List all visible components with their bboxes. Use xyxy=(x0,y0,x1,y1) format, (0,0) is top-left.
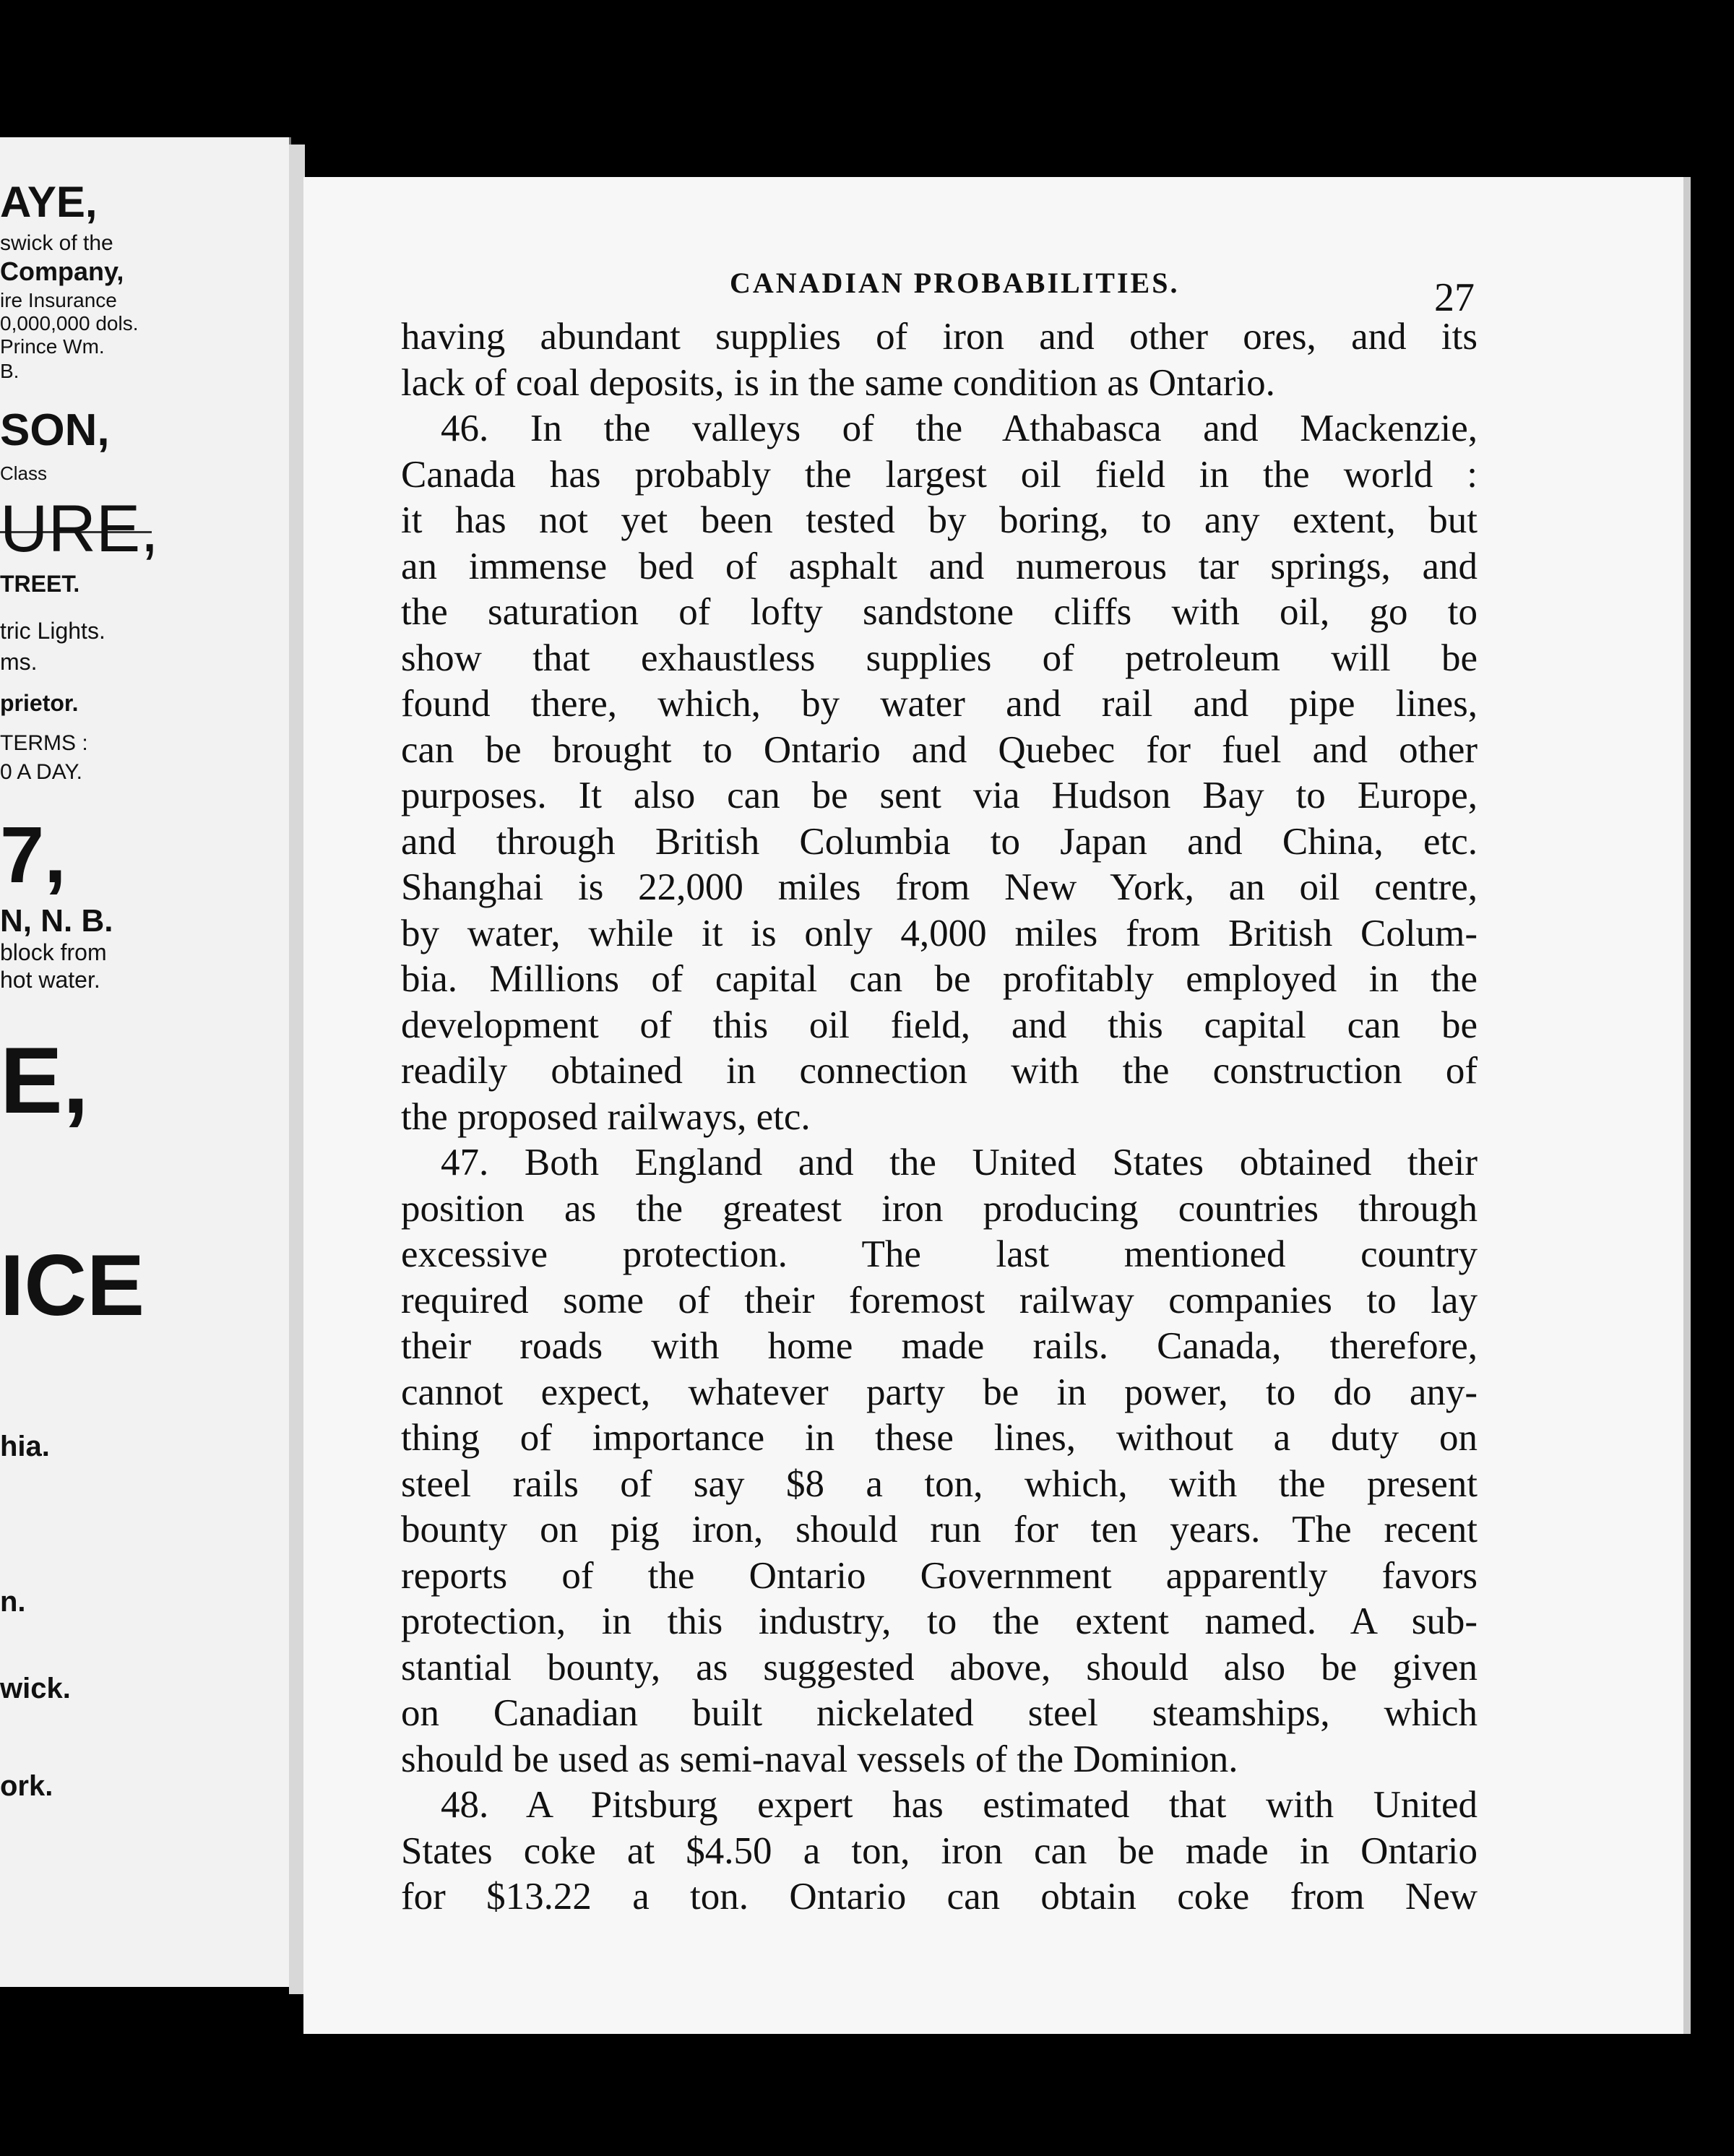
text-line: development of this oil field, and this capital can be xyxy=(401,1004,1478,1046)
text-line: found there, which, by water and rail and pipe lines, xyxy=(401,683,1478,725)
page-number: 27 xyxy=(1434,275,1475,320)
text-line: excessive protection. The last mentioned country xyxy=(401,1233,1478,1275)
text-line: and through British Columbia to Japan and China, etc. xyxy=(401,820,1478,863)
advertisement-text-fragment: N, N. B. xyxy=(0,903,113,939)
advertisement-text-fragment: 0 A DAY. xyxy=(0,760,82,784)
advertisement-text-fragment: Class xyxy=(0,462,48,484)
text-line: should be used as semi-naval vessels of the Dominion. xyxy=(401,1738,1238,1780)
advertisement-text-fragment: tric Lights. xyxy=(0,618,105,644)
text-line: position as the greatest iron producing countries through xyxy=(401,1187,1478,1230)
advertisement-text-fragment: SON, xyxy=(0,405,110,455)
text-line: protection, in this industry, to the extent named. A sub- xyxy=(401,1600,1478,1642)
text-line: readily obtained in connection with the construction of xyxy=(401,1050,1478,1092)
text-line: purposes. It also can be sent via Hudson Bay to Europe, xyxy=(401,775,1478,816)
book-gutter xyxy=(289,145,305,1994)
text-line: reports of the Ontario Government apparently favors xyxy=(401,1554,1478,1597)
advertisement-text-fragment: Company, xyxy=(0,256,124,286)
advertisement-text-fragment: TREET. xyxy=(0,571,80,597)
advertisement-text-fragment: wick. xyxy=(0,1673,71,1704)
text-line: Shanghai is 22,000 miles from New York, an oil centre, xyxy=(401,866,1478,908)
advertisement-text-fragment: n. xyxy=(0,1586,26,1618)
text-line: the proposed railways, etc. xyxy=(401,1095,811,1138)
advertisement-text-fragment: swick of the xyxy=(0,231,113,255)
text-line: required some of their foremost railway companies to lay xyxy=(401,1279,1478,1321)
advertisement-text-fragment: 0,000,000 dols. xyxy=(0,312,139,335)
text-line: having abundant supplies of iron and other ores, and its xyxy=(401,316,1478,358)
text-line: for $13.22 a ton. Ontario can obtain coke from New xyxy=(401,1876,1478,1918)
text-line: show that exhaustless supplies of petroleum will be xyxy=(401,637,1478,679)
advertisement-text-fragment: block from xyxy=(0,939,107,965)
advertisement-text-fragment: ire Insurance xyxy=(0,289,117,311)
text-line: their roads with home made rails. Canada, therefore, xyxy=(401,1325,1478,1367)
advertisement-text-fragment: URE, xyxy=(0,492,159,566)
text-line: by water, while it is only 4,000 miles from British Colum- xyxy=(401,912,1478,954)
text-line: it has not yet been tested by boring, to any extent, but xyxy=(401,499,1478,541)
text-line: 48. A Pitsburg expert has estimated that with United xyxy=(441,1784,1478,1826)
text-line: Canada has probably the largest oil field in the world : xyxy=(401,453,1478,496)
text-line: bounty on pig iron, should run for ten years. The recent xyxy=(401,1509,1478,1551)
text-line: the saturation of lofty sandstone cliffs with oil, go to xyxy=(401,591,1478,633)
text-line: 46. In the valleys of the Athabasca and Mackenzie, xyxy=(441,408,1478,449)
facing-page-advertisements xyxy=(0,137,291,1987)
advertisement-text-fragment: ICE xyxy=(0,1237,145,1334)
advertisement-text-fragment: 7, xyxy=(0,811,66,900)
advertisement-text-fragment: AYE, xyxy=(0,178,98,226)
advertisement-text-fragment: Prince Wm. xyxy=(0,335,105,358)
text-line: bia. Millions of capital can be profitably employed in the xyxy=(401,958,1478,1000)
text-line: 47. Both England and the United States obtained their xyxy=(441,1142,1478,1183)
text-line: thing of importance in these lines, without a duty on xyxy=(401,1417,1478,1459)
advertisement-text-fragment: E, xyxy=(0,1027,89,1133)
advertisement-text-fragment: B. xyxy=(0,360,20,382)
advertisement-text-fragment: TERMS : xyxy=(0,731,88,755)
text-line: on Canadian built nickelated steel steamships, which xyxy=(401,1692,1478,1734)
text-line: lack of coal deposits, is in the same condition as Ontario. xyxy=(401,361,1275,404)
page-body-text xyxy=(401,314,1478,1920)
text-line: stantial bounty, as suggested above, should also be given xyxy=(401,1646,1478,1689)
advertisement-text-fragment: hot water. xyxy=(0,967,100,993)
text-line: an immense bed of asphalt and numerous tar springs, and xyxy=(401,545,1478,587)
advertisement-text-fragment: hia. xyxy=(0,1431,50,1462)
advertisement-text-fragment: ms. xyxy=(0,649,38,675)
text-line: States coke at $4.50 a ton, iron can be made in Ontario xyxy=(401,1829,1478,1872)
text-line: cannot expect, whatever party be in power, to do any- xyxy=(401,1371,1478,1413)
running-header: CANADIAN PROBABILITIES. xyxy=(730,267,1180,299)
advertisement-text-fragment: ork. xyxy=(0,1770,53,1802)
text-line: steel rails of say $8 a ton, which, with the present xyxy=(401,1462,1478,1505)
advertisement-text-fragment: prietor. xyxy=(0,690,79,716)
text-line: can be brought to Ontario and Quebec for fuel and other xyxy=(401,728,1478,771)
